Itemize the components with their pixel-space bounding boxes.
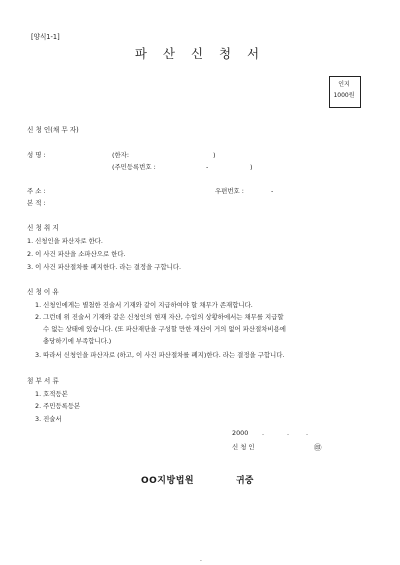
postal-dash: - [271, 187, 274, 195]
purpose-item: 3. 이 사건 파산절차를 폐지한다. 라는 결정을 구합니다. [27, 263, 182, 271]
name-label: 성 명 : [27, 151, 46, 159]
rrn-label: (주민등록번호 : [112, 163, 156, 171]
footer-dot: . [200, 556, 202, 563]
date-dot: . [306, 429, 309, 437]
attachment-item: 3. 진술서 [35, 415, 62, 423]
document-title: 파 산 신 청 서 [134, 46, 266, 61]
hanja-label: (한자: [112, 151, 129, 159]
purpose-item: 2. 이 사건 파산을 소파산으로 한다. [27, 250, 126, 258]
date-dot: . [262, 429, 265, 437]
postal-label: 우편번호 : [215, 187, 244, 195]
seal-mark: ㊞ [314, 443, 322, 452]
rrn-dash: - [206, 163, 209, 171]
purpose-heading: 신 청 취 지 [27, 224, 59, 232]
form-number: [양식1-1] [31, 33, 60, 41]
court-receiver: 귀중 [236, 476, 254, 486]
attachment-item: 2. 주민등록등본 [35, 402, 81, 410]
stamp-label: 인지 [338, 81, 350, 88]
attachment-item: 1. 호적등본 [35, 390, 68, 398]
address-label: 주 소 : [27, 187, 46, 195]
domicile-label: 본 적 : [27, 199, 46, 207]
reason-item-continued: 충당하기에 부족합니다.) [43, 337, 112, 345]
date-year: 2000 [232, 429, 249, 437]
reason-item: 2. 그런데 위 진술서 기재와 같은 신청인의 현재 자산, 수입의 상황하에서는 채무를 지급할 [35, 313, 284, 321]
rrn-close: ) [250, 163, 253, 171]
reason-item-continued: 수 없는 상태에 있습니다. (또 파산재단을 구성할 만한 재산이 거의 없어 파산절차비용에 [43, 325, 286, 333]
reason-item: 1. 신청인에게는 별첨한 진술서 기재와 같이 지급하여야 할 채무가 존재합니다. [35, 301, 253, 309]
court-name: OO지방법원 [141, 476, 195, 486]
attachments-heading: 첨 부 서 류 [27, 377, 59, 385]
signature-label: 신 청 인 [232, 443, 255, 451]
reason-item: 3. 따라서 신청인을 파산자로 (하고, 이 사건 파산절차를 폐지)한다. 라는 결정을 구합니다. [35, 351, 285, 359]
purpose-item: 1. 신청인을 파산자로 한다. [27, 237, 103, 245]
hanja-close: ) [213, 151, 216, 159]
date-dot: . [287, 429, 290, 437]
stamp-amount: 1000원 [333, 92, 355, 99]
reasons-heading: 신 청 이 유 [27, 288, 59, 296]
applicant-heading: 신 청 인(채 무 자) [27, 126, 79, 134]
